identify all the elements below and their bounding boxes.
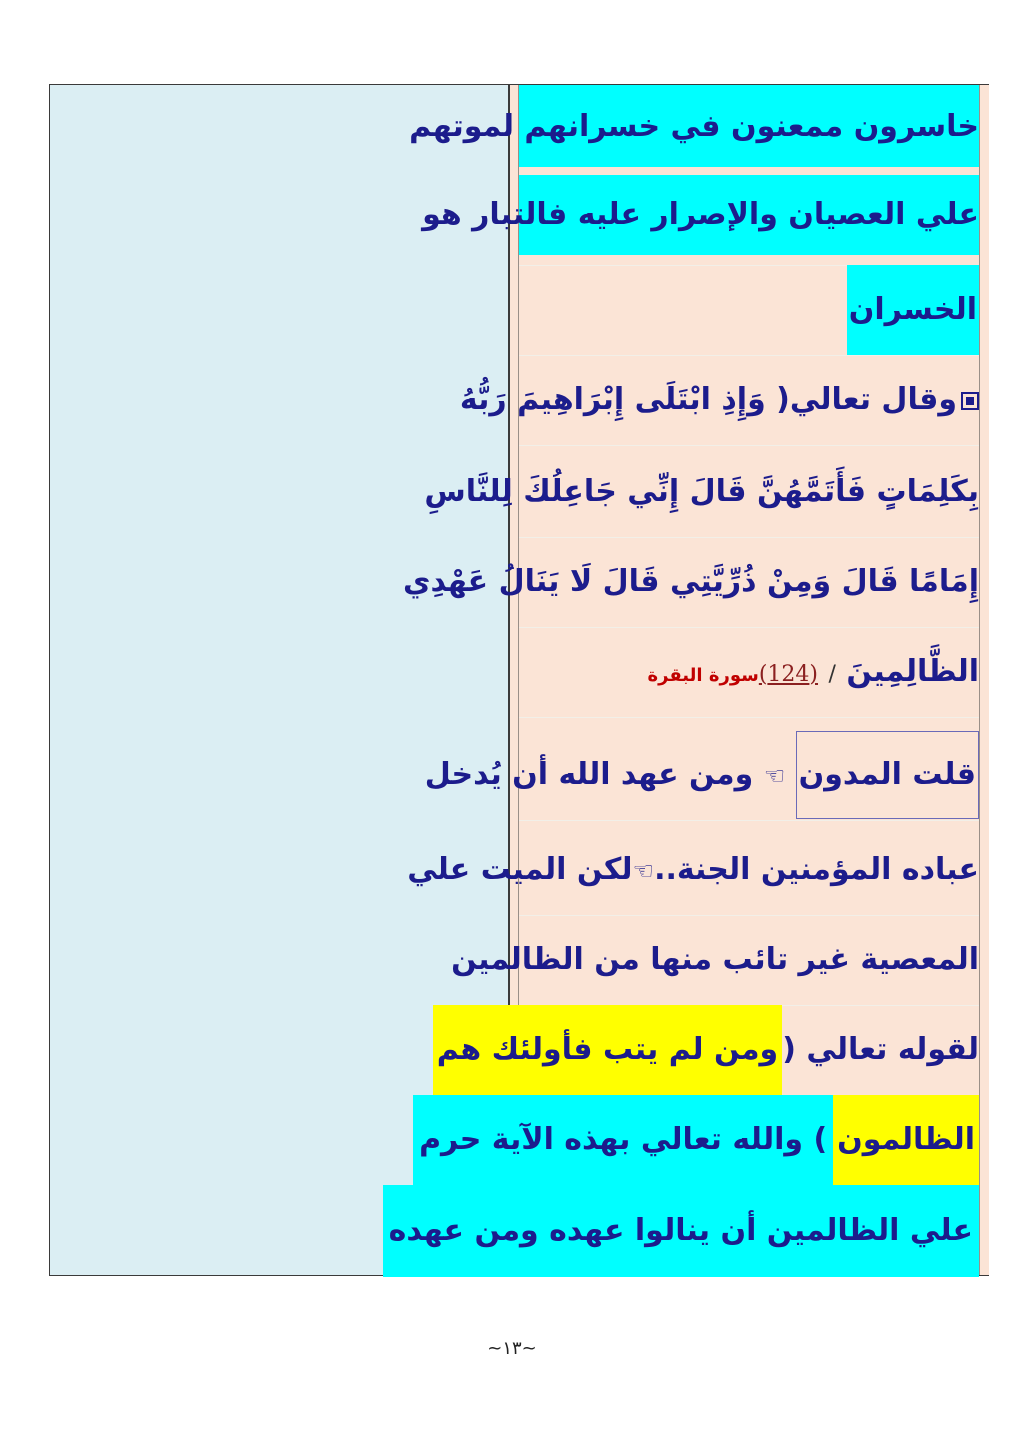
line-text: ) والله تعالي بهذه الآية حرم	[419, 1122, 828, 1157]
blogger-note-box	[796, 731, 979, 819]
text-line-2	[422, 175, 979, 266]
commentary-line-6	[388, 1185, 979, 1275]
commentary-line-1	[424, 730, 979, 821]
line-text: ومن عهد الله أن يُدخل	[424, 757, 754, 792]
cyan-highlight	[422, 175, 979, 255]
line-text: ومن لم يتب فأولئك هم	[436, 1032, 779, 1067]
reference-slash: /	[828, 662, 836, 687]
square-bullet-icon	[961, 392, 979, 410]
line-text: لقوله تعالي (	[782, 1032, 979, 1067]
line-text: وقال تعالي( وَإِذِ ابْتَلَى إِبْرَاهِيمَ رَبُّهُ	[459, 382, 957, 417]
cyan-highlight	[409, 85, 979, 167]
page-table	[49, 84, 989, 1276]
commentary-line-4	[436, 1005, 979, 1096]
line-text: بِكَلِمَاتٍ فَأَتَمَّهُنَّ قَالَ إِنِّي جَاعِلُكَ لِلنَّاسِ	[424, 474, 979, 509]
text-line-1	[409, 85, 979, 176]
line-text: عباده المؤمنين الجنة..	[654, 852, 979, 887]
line-text: الظالمون	[837, 1122, 975, 1157]
cyan-highlight	[847, 265, 979, 355]
commentary-line-3	[451, 915, 979, 1006]
commentary-line-2	[407, 825, 979, 916]
text-line-3	[519, 265, 979, 356]
boxed-label: قلت المدون	[798, 757, 976, 792]
surah-name: سورة البقرة	[647, 665, 759, 686]
right-text-column	[388, 85, 989, 1275]
pointing-hand-icon: ☜	[763, 762, 786, 790]
text-line-4	[459, 355, 979, 446]
cyan-highlight	[383, 1185, 979, 1277]
yellow-highlight	[833, 1095, 979, 1185]
line-text: إِمَامًا قَالَ وَمِنْ ذُرِّيَّتِي قَالَ لَا يَنَالُ عَهْدِي	[403, 564, 979, 599]
yellow-highlight	[433, 1005, 782, 1095]
ayah-end-word: الظَّالِمِينَ	[846, 654, 979, 689]
pointing-hand-icon: ☜	[632, 857, 655, 885]
line-text: المعصية غير تائب منها من الظالمين	[451, 942, 979, 977]
line-text: الخسران	[848, 292, 977, 327]
text-line-6	[403, 537, 979, 628]
line-text: علي الظالمين أن ينالوا عهده ومن عهده	[388, 1213, 973, 1248]
cyan-highlight	[413, 1095, 833, 1185]
line-text: علي العصيان والإصرار عليه فالتبار هو	[422, 197, 979, 232]
ayah-number: (124)	[758, 662, 819, 687]
text-line-5	[424, 447, 979, 538]
ayah-reference-line	[519, 627, 979, 718]
commentary-line-5	[419, 1095, 979, 1186]
page-number: ~١٣~	[487, 1338, 537, 1359]
line-text: خاسرون ممعنون في خسرانهم لموتهم	[409, 109, 979, 144]
line-text: لكن الميت علي	[407, 852, 633, 887]
text-cell	[388, 85, 980, 1275]
